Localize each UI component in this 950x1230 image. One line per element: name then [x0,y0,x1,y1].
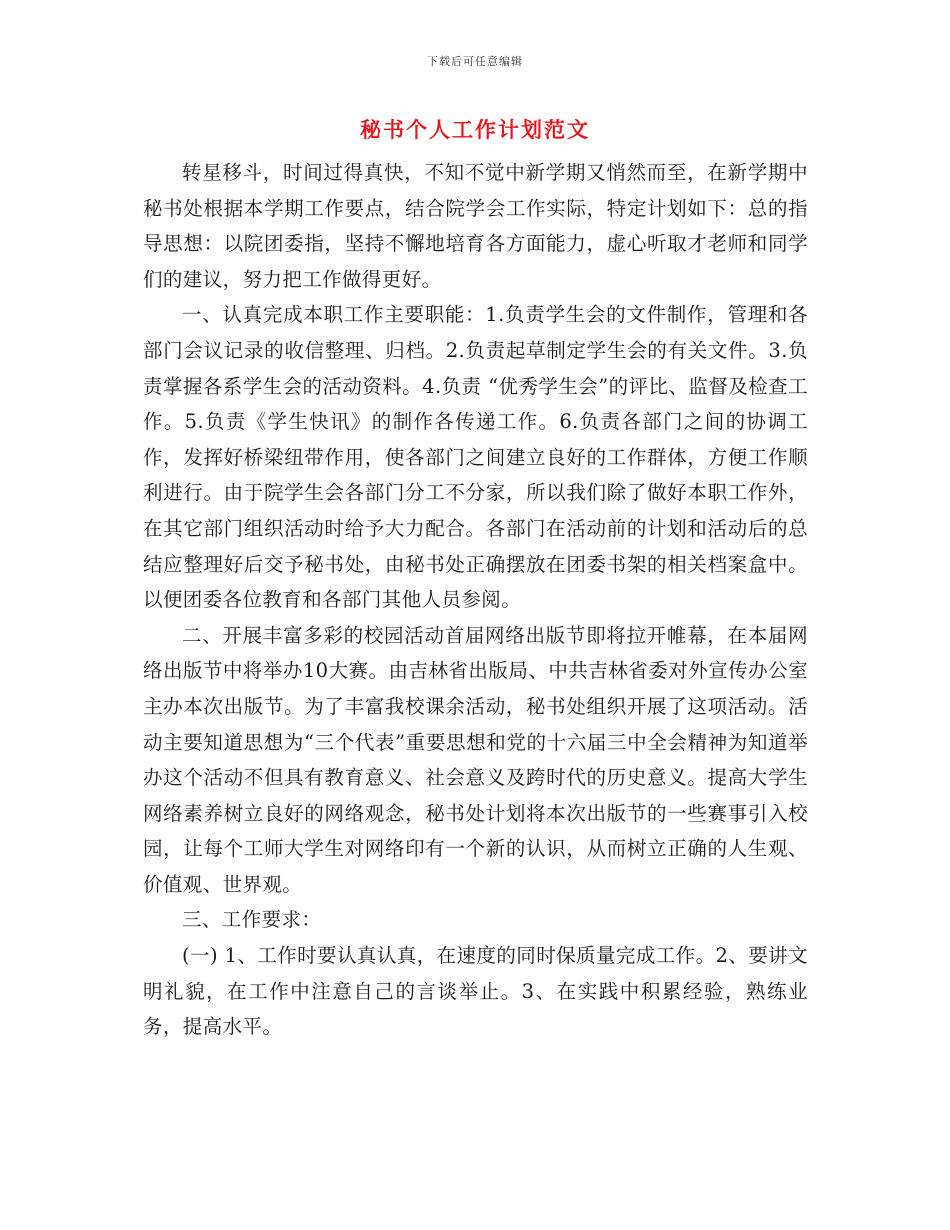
paragraph-requirements: (一) 1、工作时要认真认真，在速度的同时保质量完成工作。2、要讲文明礼貌，在工作中注意自己的言谈举止。3、在实践中积累经验，熟练业务，提高水平。 [143,944,808,1039]
document-body [143,155,808,1045]
paragraph-intro: 转星移斗，时间过得真快，不知不觉中新学期又悄然而至，在新学期中秘书处根据本学期工作要点，结合院学会工作实际，特定计划如下：总的指导思想：以院团委指，坚持不懈地培育各方面能力，虚心听取才老师和同学们的建议，努力把工作做得更好。 [143,161,808,291]
paragraph-section-2: 二、开展丰富多彩的校园活动首届网络出版节即将拉开帷幕，在本届网络出版节中将举办10大赛。由吉林省出版局、中共吉林省委对外宣传办公室主办本次出版节。为了丰富我校课余活动，秘书处组织开展了这项活动。活动主要知道思想为“三个代表”重要思想和党的十六届三中全会精神为知道举办这个活动不但具有教育意义、社会意义及跨时代的历史意义。提高大学生网络素养树立良好的网络观念，秘书处计划将本次出版节的一些赛事引入校园，让每个工师大学生对网络印有一个新的认识，从而树立正确的人生观、价值观、世界观。 [143,623,808,896]
document-title: 秘书个人工作计划范文 [360,117,590,142]
paragraph-section-1: 一、认真完成本职工作主要职能：1.负责学生会的文件制作，管理和各部门会议记录的收信整理、归档。2.负责起草制定学生会的有关文件。3.负责掌握各系学生会的活动资料。4.负责 “优秀学生会”的评比、监督及检查工作。5.负责《学生快讯》的制作各传递工作。6.负责各部门之间的协调工作，发挥好桥梁纽带作用，使各部门之间建立良好的工作群体，方便工作顺利进行。由于院学生会各部门分工不分家，所以我们除了做好本职工作外，在其它部门组织活动时给予大力配合。各部门在活动前的计划和活动后的总结应整理好后交予秘书处，由秘书处正确摆放在团委书架的相关档案盒中。以便团委各位教育和各部门其他人员参阅。 [143,303,808,612]
paragraph-section-3-heading: 三、工作要求： [182,908,322,932]
header-note: 下载后可任意编辑 [427,55,523,68]
